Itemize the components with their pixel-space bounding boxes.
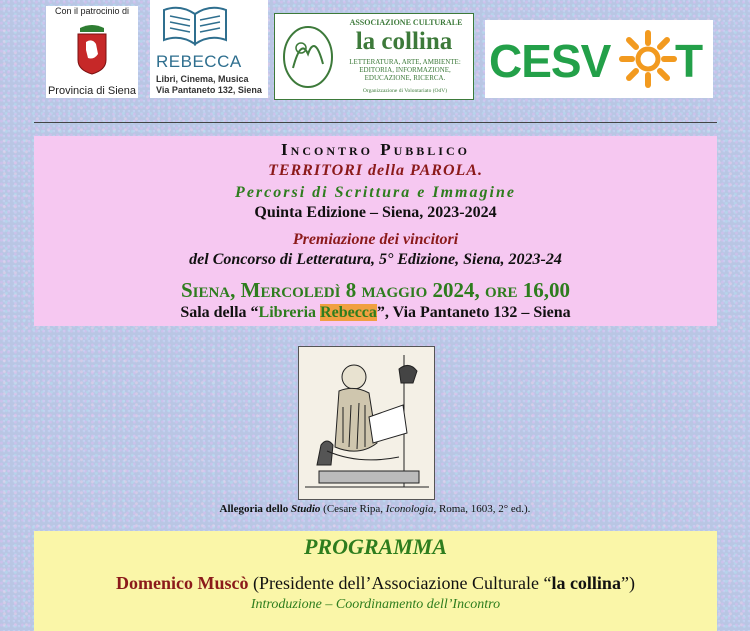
event-datetime: Siena, Mercoledì 8 maggio 2024, ore 16,00 [180, 278, 571, 302]
rebecca-line1: Libri, Cinema, Musica [156, 74, 249, 84]
programma-intro: Introduzione – Coordinamento dell’Incontro [250, 597, 501, 612]
event-contest: del Concorso di Letteratura, 5° Edizione, Siena, 2023-24 [189, 251, 562, 268]
la-collina-logo [274, 13, 474, 100]
caption-e: , Roma, 1603, 2° ed.). [433, 503, 531, 515]
caption-d: Iconologia [385, 503, 434, 515]
allegoria-studio-image [298, 346, 435, 500]
event-subtitle: Percorsi di Scrittura e Immagine [235, 184, 516, 201]
collina-desc-line2: EDITORIA, INFORMAZIONE, [359, 66, 451, 74]
programma-box [34, 531, 717, 631]
patrocinio-label: Con il patrocinio di [54, 6, 130, 16]
speaker-role-bold: la collina [551, 573, 621, 593]
event-box [34, 136, 717, 326]
collina-description [339, 58, 471, 82]
collina-desc-line3: EDUCAZIONE, RICERCA. [364, 74, 446, 82]
figure-caption [0, 503, 750, 515]
event-edition: Quinta Edizione – Siena, 2023-2024 [254, 204, 497, 221]
event-award: Premiazione dei vincitori [292, 231, 459, 248]
rebecca-name: REBECCA [156, 52, 242, 71]
caption-b: Studio [291, 503, 321, 515]
cesvot-text-left: CESV [489, 35, 611, 87]
event-venue [34, 304, 717, 322]
speaker-role-pre: (Presidente dell’Associazione Culturale “ [248, 573, 552, 593]
sun-icon [619, 30, 677, 88]
collina-assoc: ASSOCIAZIONE CULTURALE [349, 18, 463, 27]
provincia-logo [46, 6, 138, 98]
provincia-name: Provincia di Siena [47, 85, 137, 97]
event-heading: Incontro Pubblico [281, 140, 470, 159]
programma-speaker-line [34, 573, 717, 594]
venue-prefix: Sala della “ [180, 304, 259, 321]
hill-emblem-icon [281, 24, 335, 90]
collina-desc-line1: LETTERATURA, ARTE, AMBIENTE: [349, 58, 461, 66]
cesvot-text-right: T [675, 35, 703, 87]
speaker-role-post: ”) [620, 573, 635, 593]
collina-org: Organizzazione di Volontariato (OdV) [362, 88, 448, 94]
venue-rebecca: Rebecca [320, 304, 377, 321]
rebecca-logo [150, 0, 268, 98]
caption-c: (Cesare Ripa, [320, 503, 386, 515]
provincia-shield-icon [74, 24, 110, 76]
collina-name: la collina [355, 28, 453, 55]
event-title: TERRITORI della PAROLA. [268, 162, 483, 179]
open-book-icon [160, 4, 230, 50]
venue-libreria: Libreria [258, 304, 321, 321]
programma-title: PROGRAMMA [303, 534, 448, 559]
venue-suffix: ”, Via Pantaneto 132 – Siena [376, 304, 571, 321]
divider [34, 122, 717, 123]
rebecca-line2: Via Pantaneto 132, Siena [156, 85, 262, 95]
caption-a: Allegoria dello [219, 503, 292, 515]
cesvot-logo [485, 20, 713, 98]
speaker-name: Domenico Muscò [116, 573, 249, 593]
woodcut-illustration [299, 347, 434, 499]
